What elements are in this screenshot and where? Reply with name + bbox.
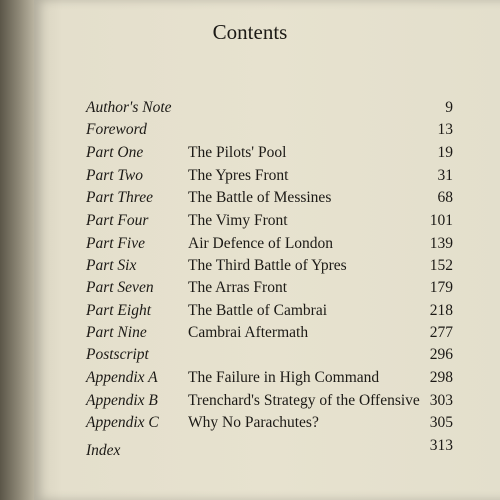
toc-part-label: Part One (86, 144, 144, 161)
toc-chapter-title: The Battle of Cambrai (188, 302, 328, 319)
toc-page-number: 305 (429, 414, 453, 431)
toc-chapter-title: Air Defence of London (188, 235, 334, 252)
toc-part-label: Appendix C (86, 414, 159, 431)
toc-part-label: Part Two (86, 167, 143, 184)
toc-entry (0, 437, 500, 462)
toc-entry (0, 210, 500, 232)
toc-part-label: Part Seven (86, 279, 154, 296)
toc-page-number: 296 (429, 346, 453, 363)
toc-part-label: Author's Note (86, 99, 172, 116)
toc-page-number: 31 (437, 167, 453, 184)
toc-page-number: 68 (437, 189, 453, 206)
toc-page-number: 139 (429, 235, 453, 252)
toc-part-label: Part Five (86, 235, 145, 252)
toc-entry (0, 97, 500, 119)
toc-entry (0, 255, 500, 277)
toc-page-number: 9 (445, 99, 453, 116)
toc-entry (0, 390, 500, 412)
toc-page-number: 19 (437, 144, 453, 161)
toc-entry (0, 367, 500, 389)
toc-page-number: 152 (429, 257, 453, 274)
toc-part-label: Part Four (86, 212, 149, 229)
toc-chapter-title: The Failure in High Command (188, 369, 380, 386)
toc-page-number: 313 (429, 437, 453, 454)
toc-chapter-title: Why No Parachutes? (188, 414, 319, 431)
toc-page-number: 298 (429, 369, 453, 386)
toc-entry (0, 277, 500, 299)
toc-entry (0, 142, 500, 164)
toc-chapter-title: The Third Battle of Ypres (188, 257, 347, 274)
toc-part-label: Postscript (86, 346, 149, 363)
toc-chapter-title: Cambrai Aftermath (188, 324, 309, 341)
toc-entry (0, 412, 500, 434)
toc-chapter-title: The Vimy Front (188, 212, 288, 229)
toc-chapter-title: The Arras Front (188, 279, 288, 296)
toc-part-label: Index (86, 442, 121, 459)
toc-part-label: Appendix A (86, 369, 158, 386)
toc-page-number: 303 (429, 392, 453, 409)
toc-entry (0, 233, 500, 255)
toc-part-label: Part Eight (86, 302, 152, 319)
toc-chapter-title: The Pilots' Pool (188, 144, 287, 161)
toc-page-number: 277 (429, 324, 453, 341)
toc-page-number: 218 (429, 302, 453, 319)
toc-entry (0, 187, 500, 209)
toc-part-label: Appendix B (86, 392, 158, 409)
toc-part-label: Foreword (86, 121, 147, 138)
toc-page-number: 101 (429, 212, 453, 229)
toc-part-label: Part Nine (86, 324, 147, 341)
toc-part-label: Part Six (86, 257, 137, 274)
page-title: Contents (212, 20, 288, 44)
toc-chapter-title: The Ypres Front (188, 167, 289, 184)
toc-entry (0, 119, 500, 141)
toc-page-number: 13 (437, 121, 453, 138)
toc-entry (0, 322, 500, 344)
toc-chapter-title: The Battle of Messines (188, 189, 332, 206)
toc-entry (0, 165, 500, 187)
toc-part-label: Part Three (86, 189, 154, 206)
toc-chapter-title: Trenchard's Strategy of the Offensive (188, 392, 420, 409)
toc-entry (0, 344, 500, 366)
toc-page-number: 179 (429, 279, 453, 296)
toc-entry (0, 300, 500, 322)
